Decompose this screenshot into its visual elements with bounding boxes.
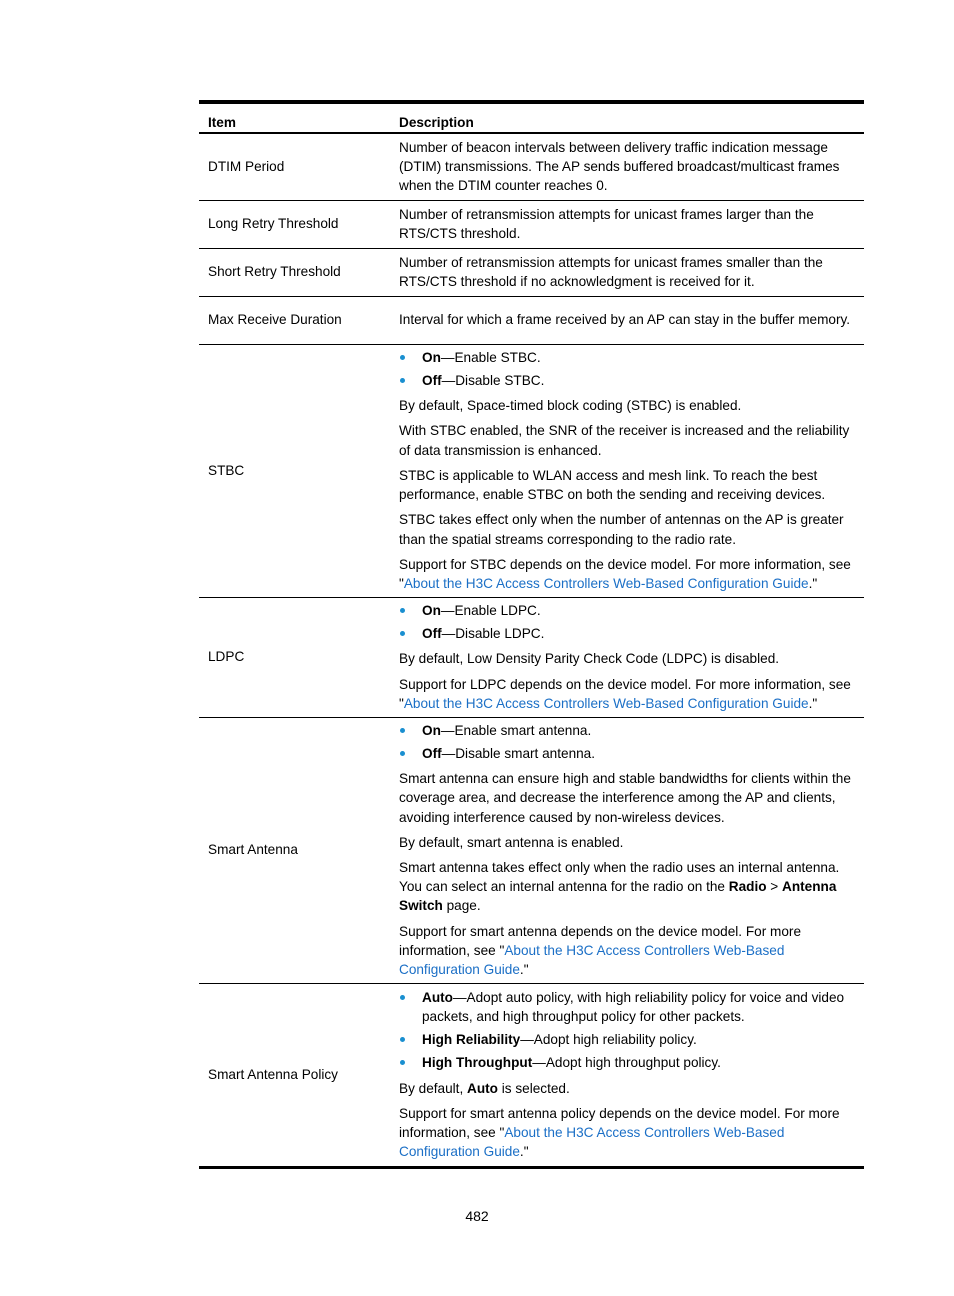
list-item: High Reliability—Adopt high reliability policy. [399, 1030, 855, 1049]
list-item: Off—Disable LDPC. [399, 624, 855, 643]
description-text: STBC is applicable to WLAN access and mesh link. To reach the best performance, enable STBC on both the sending and receiving devices. [399, 467, 826, 503]
config-guide-link[interactable]: About the H3C Access Controllers Web-Based [504, 942, 785, 958]
table-row [199, 597, 864, 717]
item-cell: Long Retry Threshold [199, 200, 390, 248]
description-text: By default, Auto is selected. [399, 1080, 570, 1096]
description-text: Support for STBC depends on the device model. For more information, see "About the H3C Access Controllers Web-Based Configuration Guide." [399, 556, 851, 591]
description-text: STBC takes effect only when the number of antennas on the AP is greater than the spatial streams corresponding to the radio rate. [399, 512, 844, 547]
description-text: Smart antenna can ensure high and stable bandwidths for clients within the coverage area, and decrease the interference among the AP and clients, avoiding interference caused by non-wireless devices. [399, 771, 851, 825]
description-cell [390, 296, 864, 344]
description-cell [390, 200, 864, 248]
list-item: Auto—Adopt auto policy, with high reliability policy for voice and video packets, and high throughput policy for other packets. [399, 988, 855, 1026]
list-item: On—Enable LDPC. [399, 601, 855, 620]
item-cell: Smart Antenna Policy [199, 983, 390, 1167]
bullet-icon [400, 1037, 405, 1042]
header-item: Item [199, 102, 390, 133]
list-item: Off—Disable STBC. [399, 371, 855, 390]
option-list [399, 721, 855, 763]
item-cell: Max Receive Duration [199, 296, 390, 344]
description-cell [390, 717, 864, 983]
config-guide-link[interactable]: About the H3C Access Controllers Web-Based Configuration Guide [403, 695, 809, 711]
table-row [199, 200, 864, 248]
description-text: Number of beacon intervals between delivery traffic indication message (DTIM) transmissions. The AP sends buffered broadcast/multicast frames when the DTIM counter reaches 0. [399, 139, 840, 194]
bullet-icon [400, 1060, 405, 1065]
option-list [399, 988, 855, 1073]
table-row [199, 344, 864, 597]
config-guide-link[interactable]: Configuration Guide [399, 1144, 520, 1160]
description-cell [390, 248, 864, 296]
description-text: Interval for which a frame received by an AP can stay in the buffer memory. [399, 312, 851, 328]
description-text: Support for smart antenna depends on the device model. For more information, see "About the H3C Access Controllers Web-Based Configuration Guide." [399, 923, 801, 978]
table-row [199, 983, 864, 1167]
bullet-icon [400, 378, 405, 383]
description-cell [390, 344, 864, 597]
description-cell [390, 597, 864, 717]
bullet-icon [400, 751, 405, 756]
table-header-row [199, 102, 864, 133]
description-cell [390, 133, 864, 200]
bullet-icon [400, 608, 405, 613]
description-text: Number of retransmission attempts for unicast frames larger than the RTS/CTS threshold. [399, 206, 814, 241]
config-guide-link[interactable]: Configuration Guide [399, 962, 520, 978]
item-cell: Smart Antenna [199, 717, 390, 983]
list-item: On—Enable smart antenna. [399, 721, 855, 740]
description-text: By default, smart antenna is enabled. [399, 834, 624, 850]
config-guide-link[interactable]: About the H3C Access Controllers Web-Based Configuration Guide [403, 575, 809, 591]
bullet-icon [400, 355, 405, 360]
description-text: Support for LDPC depends on the device model. For more information, see "About the H3C Access Controllers Web-Based Configuration Guide." [399, 676, 851, 711]
bullet-icon [400, 995, 405, 1000]
parameter-table [199, 100, 864, 1169]
item-cell: Short Retry Threshold [199, 248, 390, 296]
description-text: By default, Space-timed block coding (STBC) is enabled. [399, 398, 742, 414]
table-row [199, 248, 864, 296]
description-cell [390, 983, 864, 1167]
bullet-icon [400, 631, 405, 636]
description-text: Support for smart antenna policy depends on the device model. For more information, see "About the H3C Access Controllers Web-Based Configuration Guide." [399, 1105, 840, 1160]
bullet-icon [400, 728, 405, 733]
header-description: Description [390, 102, 864, 133]
table-row [199, 133, 864, 200]
description-text: Number of retransmission attempts for unicast frames smaller than the RTS/CTS threshold if no acknowledgment is received for it. [399, 254, 823, 289]
list-item: Off—Disable smart antenna. [399, 744, 855, 763]
option-list [399, 601, 855, 643]
item-cell: DTIM Period [199, 133, 390, 200]
item-cell: LDPC [199, 597, 390, 717]
list-item: On—Enable STBC. [399, 348, 855, 367]
option-list [399, 348, 855, 390]
page-number: 482 [465, 1208, 489, 1224]
description-text: By default, Low Density Parity Check Code (LDPC) is disabled. [399, 651, 780, 667]
table-row [199, 717, 864, 983]
description-text: Smart antenna takes effect only when the radio uses an internal antenna. You can select an internal antenna for the radio on the Radio > Antenna Switch page. [399, 860, 840, 914]
description-text: With STBC enabled, the SNR of the receiver is increased and the reliability of data transmission is enhanced. [399, 423, 850, 458]
list-item: High Throughput—Adopt high throughput policy. [399, 1053, 855, 1072]
table-row [199, 296, 864, 344]
config-guide-link[interactable]: About the H3C Access Controllers Web-Based [504, 1124, 785, 1140]
item-cell: STBC [199, 344, 390, 597]
